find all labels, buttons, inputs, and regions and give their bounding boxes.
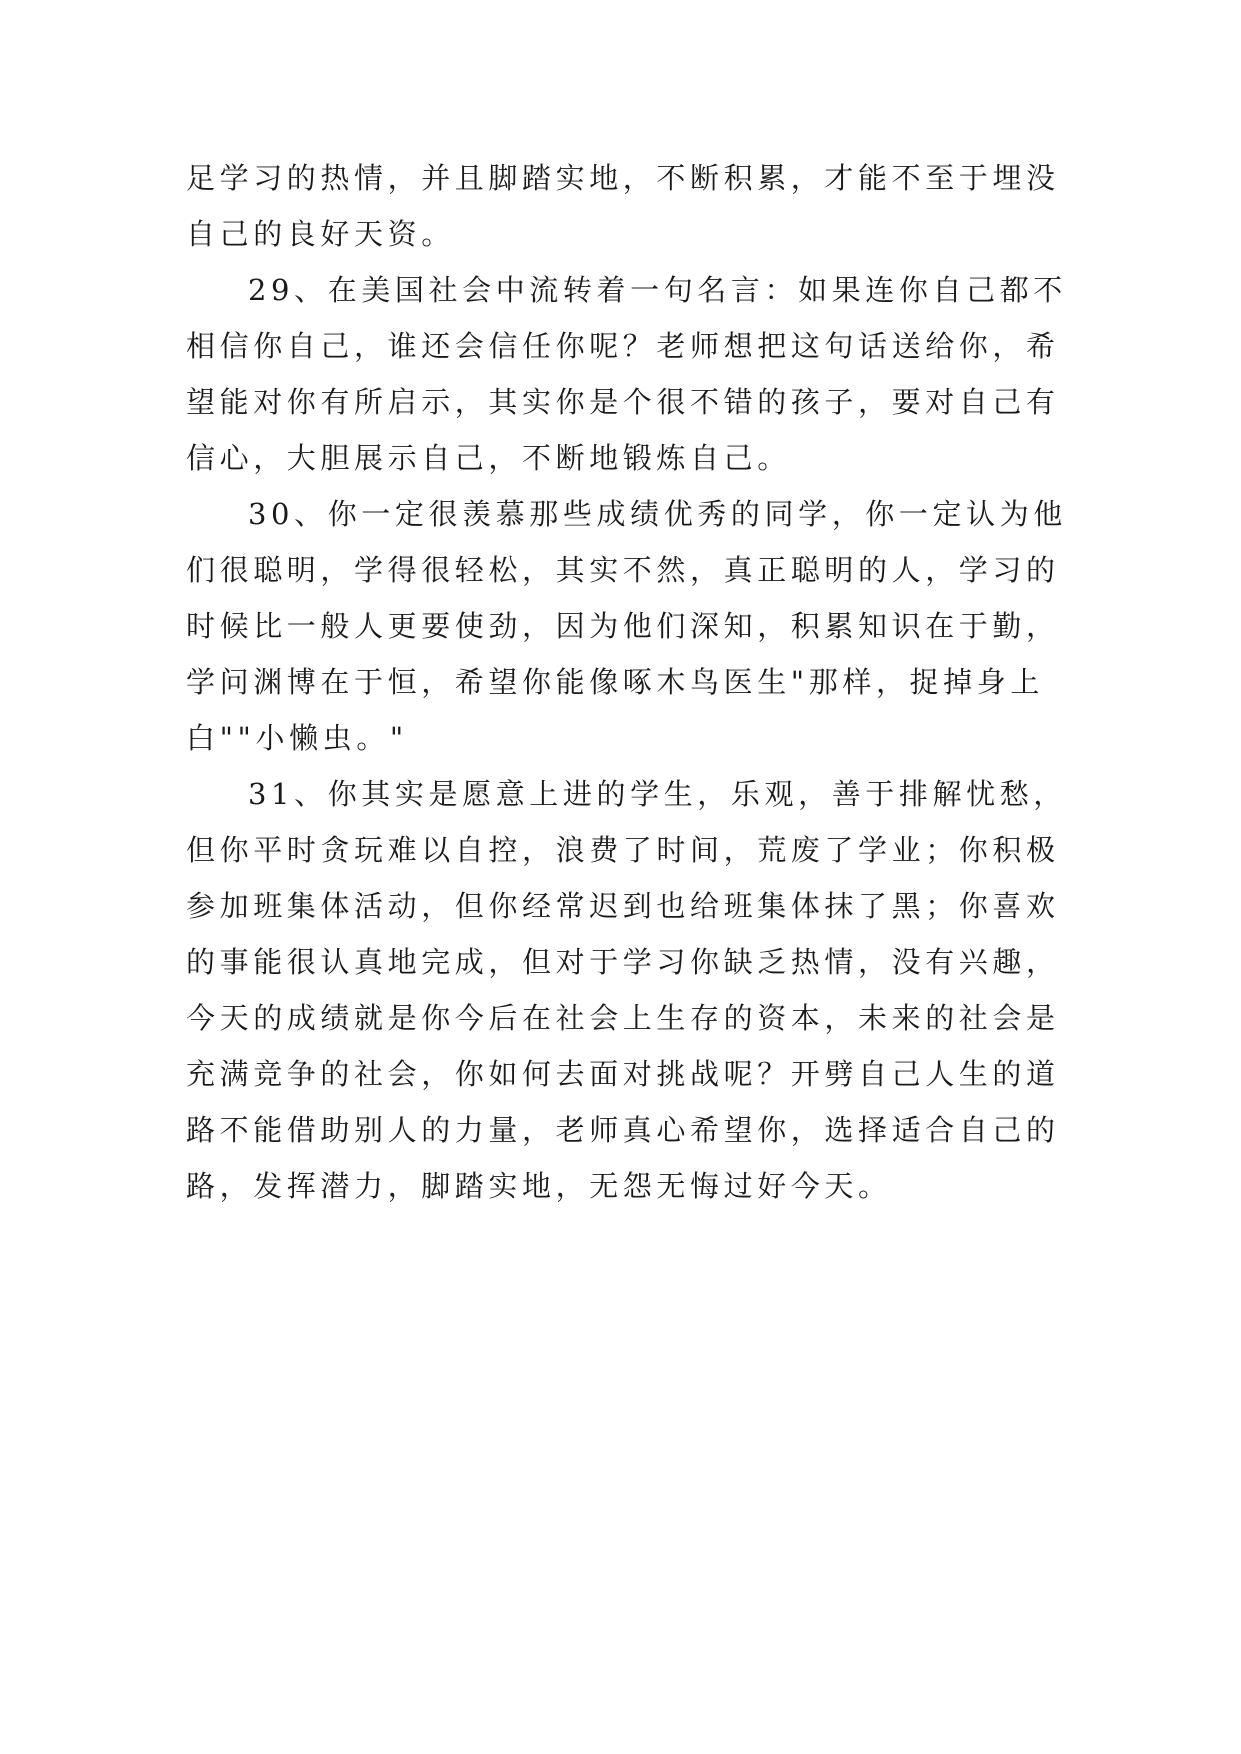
text-line: 自己的良好天资。 — [186, 217, 455, 251]
paragraph-29 — [186, 262, 1067, 486]
text-line: 白""小懒虫。" — [186, 721, 408, 755]
paragraph-30 — [186, 486, 1067, 766]
text-line: 望能对你有所启示，其实你是个很不错的孩子，要对自己有 — [186, 385, 1060, 419]
text-line: 今天的成绩就是你今后在社会上生存的资本，未来的社会是 — [186, 1001, 1060, 1035]
text-line: 但你平时贪玩难以自控，浪费了时间，荒废了学业；你积极 — [186, 833, 1060, 867]
text-line: 29、在美国社会中流转着一句名言：如果连你自己都不 — [248, 273, 1067, 307]
text-line: 路不能借助别人的力量，老师真心希望你，选择适合自己的 — [186, 1113, 1060, 1147]
text-line: 30、你一定很羡慕那些成绩优秀的同学，你一定认为他 — [248, 497, 1067, 531]
document-body — [186, 150, 1067, 1214]
text-line: 31、你其实是愿意上进的学生，乐观，善于排解忧愁， — [248, 777, 1067, 811]
text-line: 路，发挥潜力，脚踏实地，无怨无悔过好今天。 — [186, 1169, 892, 1203]
paragraph-continuation — [186, 150, 1060, 262]
text-line: 相信你自己，谁还会信任你呢？老师想把这句话送给你，希 — [186, 329, 1060, 363]
text-line: 参加班集体活动，但你经常迟到也给班集体抹了黑；你喜欢 — [186, 889, 1060, 923]
text-line: 充满竞争的社会，你如何去面对挑战呢？开劈自己人生的道 — [186, 1057, 1060, 1091]
text-line: 足学习的热情，并且脚踏实地，不断积累，才能不至于埋没 — [186, 161, 1060, 195]
text-line: 时候比一般人更要使劲，因为他们深知，积累知识在于勤， — [186, 609, 1060, 643]
text-line: 信心，大胆展示自己，不断地锻炼自己。 — [186, 441, 791, 475]
text-line: 学问渊博在于恒，希望你能像啄木鸟医生"那样，捉掉身上 — [186, 665, 1044, 699]
text-line: 的事能很认真地完成，但对于学习你缺乏热情，没有兴趣， — [186, 945, 1060, 979]
text-line: 们很聪明，学得很轻松，其实不然，真正聪明的人，学习的 — [186, 553, 1060, 587]
paragraph-31 — [186, 766, 1067, 1214]
